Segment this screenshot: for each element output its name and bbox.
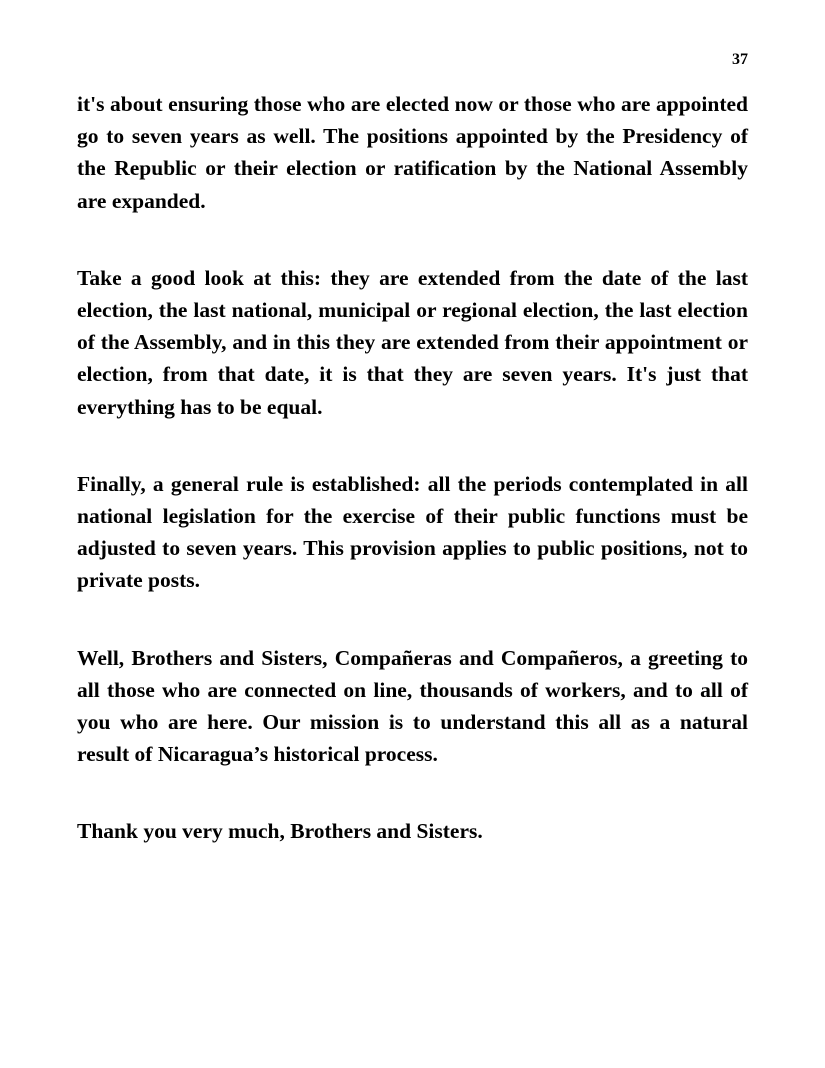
paragraph-3: Finally, a general rule is established: all the periods contemplated in all national legislation for the exercise of their public functions must be adjusted to seven years. This provision applies to public positions, not to private posts. xyxy=(77,471,748,593)
paragraph-4: Well, Brothers and Sisters, Compañeras and Compañeros, a greeting to all those who are connected on line, thousands of workers, and to all of you who are here. Our mission is to understand this all as a natural result of Nicaragua’s historical process. xyxy=(77,645,748,767)
paragraph-5: Thank you very much, Brothers and Sisters. xyxy=(77,819,483,844)
paragraph-2: Take a good look at this: they are extended from the date of the last election, the last national, municipal or regional election, the last election of the Assembly, and in this they are extended from their appointment or election, from that date, it is that they are seven years. It's just that everything has to be equal. xyxy=(77,265,748,419)
paragraph-1: it's about ensuring those who are elected now or those who are appointed go to seven years as well. The positions appointed by the Presidency of the Republic or their election or ratification by the National Assembly are expanded. xyxy=(77,92,748,213)
document-body xyxy=(77,88,748,893)
page-number: 37 xyxy=(732,51,748,68)
